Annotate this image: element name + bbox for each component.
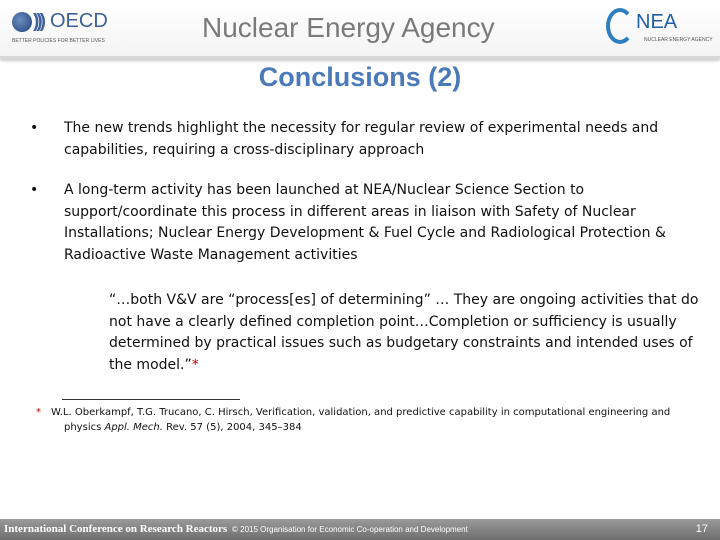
bullet-list <box>30 118 690 285</box>
bullet-text: The new trends highlight the necessity for regular review of experimental needs and capabilities, requiring a cross-disciplinary approach <box>64 120 659 158</box>
bullet-marker: • <box>30 120 39 136</box>
conference-name: International Conference on Research Reactors <box>4 523 228 535</box>
slide-header <box>0 0 720 59</box>
slide-footer <box>0 519 720 540</box>
reference-line1: W.L. Oberkampf, T.G. Trucano, C. Hirsch, Verification, validation, and predictive capability in computational engineering and <box>51 407 671 418</box>
bullet-item <box>30 118 690 161</box>
reference-journal: Appl. Mech. <box>104 422 163 433</box>
reference-text: physics <box>64 422 105 433</box>
nea-tagline: NUCLEAR ENERGY AGENCY <box>644 37 713 43</box>
oecd-wordmark: OECD <box>50 10 108 32</box>
nea-wordmark: NEA <box>636 11 678 33</box>
reference-text: Rev. 57 (5), 2004, 345–384 <box>162 422 302 433</box>
bullet-text: A long-term activity has been launched at NEA/Nuclear Science Section to support/coordinate this process in different areas in liaison with Safety of Nuclear Installations; Nuclear Energy Development & Fuel Cycle and Radiological Protection & Radioactive Waste Management activities <box>64 182 666 263</box>
nea-ring-icon <box>606 8 634 44</box>
reference-marker: * <box>36 407 41 418</box>
footnote-divider <box>62 399 240 400</box>
agency-title: Nuclear Energy Agency <box>202 12 495 43</box>
globe-icon <box>12 12 32 32</box>
slide-title: Conclusions (2) <box>258 62 462 92</box>
quote-block <box>109 290 699 376</box>
bullet-item <box>30 180 690 266</box>
quote-text: “…both V&V are “process[es] of determining” … They are ongoing activities that do not have a clearly defined completion point…Completion or sufficiency is usually determined by practical issues such as budgetary constraints and intended uses of the model.” <box>109 292 699 373</box>
bullet-marker: • <box>30 182 39 198</box>
arcs-icon: ))) <box>33 11 43 32</box>
reference-line2 <box>36 420 676 435</box>
reference <box>36 405 676 435</box>
copyright: © 2015 Organisation for Economic Co-operation and Development <box>232 525 468 534</box>
oecd-tagline: BETTER POLICIES FOR BETTER LIVES <box>12 38 105 44</box>
page-number: 17 <box>695 523 708 535</box>
footnote-star: * <box>191 356 199 373</box>
